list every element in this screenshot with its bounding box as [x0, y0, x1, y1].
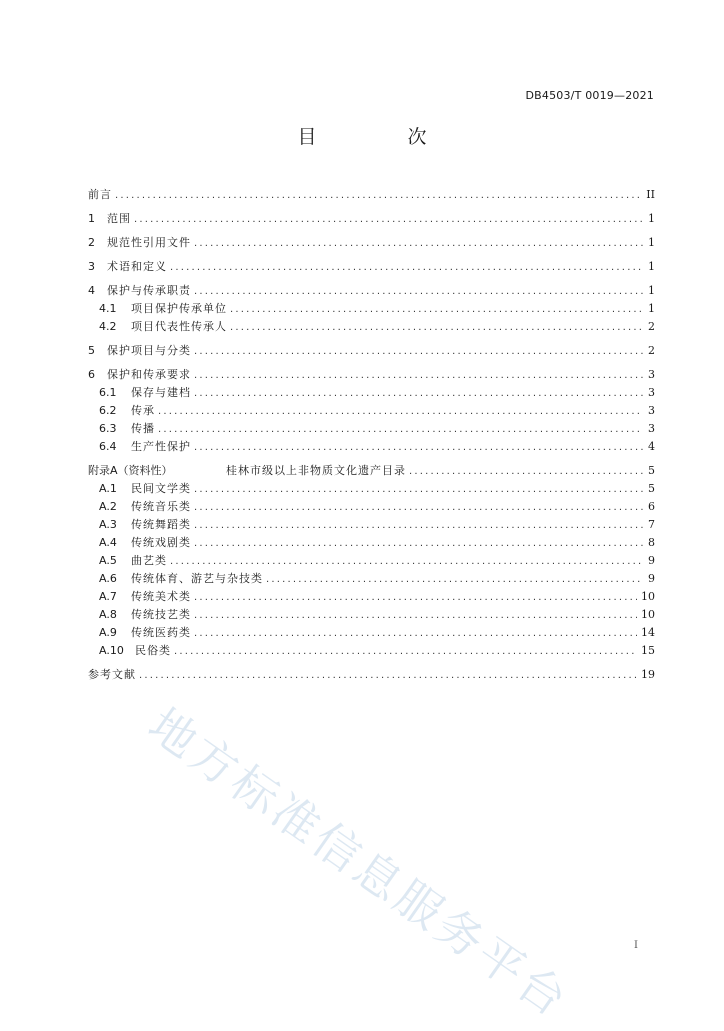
- toc-entry[interactable]: [88, 570, 655, 588]
- toc-entry-label: 传统音乐类: [131, 500, 191, 513]
- toc-entry-page: 7: [648, 518, 655, 531]
- toc-entry-page: 8: [648, 536, 655, 549]
- toc-entry-label: 保护和传承要求: [107, 368, 191, 381]
- toc-entry-page: II: [646, 188, 655, 201]
- toc-entry[interactable]: [88, 480, 655, 498]
- toc-leader-dots: [230, 319, 643, 337]
- toc-entry[interactable]: [88, 318, 655, 336]
- toc-entry[interactable]: [88, 666, 655, 684]
- toc-leader-dots: [194, 607, 637, 625]
- toc-leader-dots: [266, 571, 643, 589]
- toc-leader-dots: [194, 535, 643, 553]
- toc-entry-page: 10: [641, 590, 655, 603]
- toc-entry[interactable]: [88, 516, 655, 534]
- toc-entry-label: 保护项目与分类: [107, 344, 191, 357]
- toc-entry-page: 5: [648, 464, 655, 477]
- toc-entry-page: 9: [648, 554, 655, 567]
- toc-entry[interactable]: [88, 210, 655, 228]
- toc-entry[interactable]: [88, 438, 655, 456]
- toc-leader-dots: [194, 235, 643, 253]
- toc-entry-label: 传统戏剧类: [131, 536, 191, 549]
- toc-entry[interactable]: [88, 300, 655, 318]
- toc-leader-dots: [194, 517, 643, 535]
- toc-entry-page: 3: [648, 368, 655, 381]
- toc-entry-page: 1: [648, 302, 655, 315]
- toc-entry-page: 5: [648, 482, 655, 495]
- toc-entry-label: 传统技艺类: [131, 608, 191, 621]
- toc-leader-dots: [139, 667, 637, 685]
- toc-entry-label: 曲艺类: [131, 554, 167, 567]
- toc-entry[interactable]: [88, 642, 655, 660]
- toc-entry-label: 民间文学类: [131, 482, 191, 495]
- toc-entry-number: A.1: [99, 482, 117, 495]
- toc-entry-label: 传承: [131, 404, 155, 417]
- toc-entry-page: 2: [648, 320, 655, 333]
- toc-entry-number: 4.2: [99, 320, 117, 333]
- toc-entry-label: 生产性保护: [131, 440, 191, 453]
- toc-entry-page: 10: [641, 608, 655, 621]
- toc-entry-label: 项目保护传承单位: [131, 302, 227, 315]
- toc-entry-number: A.2: [99, 500, 117, 513]
- toc-entry-number: A.10: [99, 644, 124, 657]
- toc-entry-page: 3: [648, 386, 655, 399]
- toc-entry-page: 1: [648, 212, 655, 225]
- toc-entry-label: 传统美术类: [131, 590, 191, 603]
- toc-entry-label: 规范性引用文件: [107, 236, 191, 249]
- toc-entry-label: 传统舞蹈类: [131, 518, 191, 531]
- toc-entry-number: 1: [88, 212, 95, 225]
- toc-leader-dots: [194, 499, 643, 517]
- toc-entry[interactable]: [88, 606, 655, 624]
- toc-entry-label: 传播: [131, 422, 155, 435]
- toc-entry-page: 14: [641, 626, 655, 639]
- toc-entry-page: 19: [641, 668, 655, 681]
- table-of-contents: [88, 186, 655, 684]
- watermark: 地方标准信息服务平台: [138, 697, 580, 1029]
- toc-entry[interactable]: [88, 462, 655, 480]
- toc-entry-page: 1: [648, 284, 655, 297]
- toc-entry-page: 3: [648, 422, 655, 435]
- toc-entry-number: 6.3: [99, 422, 117, 435]
- toc-leader-dots: [194, 385, 643, 403]
- toc-leader-dots: [170, 553, 643, 571]
- toc-entry-number: 4.1: [99, 302, 117, 315]
- toc-leader-dots: [409, 463, 643, 481]
- toc-leader-dots: [158, 403, 643, 421]
- toc-entry-number: 3: [88, 260, 95, 273]
- toc-leader-dots: [158, 421, 643, 439]
- toc-entry-label: 范围: [107, 212, 131, 225]
- toc-entry-page: 15: [641, 644, 655, 657]
- toc-entry-label: 保护与传承职责: [107, 284, 191, 297]
- toc-entry-number: 6: [88, 368, 95, 381]
- toc-leader-dots: [194, 367, 643, 385]
- toc-leader-dots: [170, 259, 643, 277]
- page-number: I: [634, 940, 638, 951]
- toc-entry-number: A.9: [99, 626, 117, 639]
- toc-entry[interactable]: [88, 402, 655, 420]
- toc-entry-label: 民俗类: [135, 644, 171, 657]
- toc-entry[interactable]: [88, 498, 655, 516]
- toc-entry-number: A.4: [99, 536, 117, 549]
- toc-entry-number: A.5: [99, 554, 117, 567]
- toc-entry[interactable]: [88, 420, 655, 438]
- toc-entry-label: 桂林市级以上非物质文化遗产目录: [226, 464, 406, 477]
- toc-leader-dots: [194, 283, 643, 301]
- toc-entry[interactable]: [88, 234, 655, 252]
- toc-leader-dots: [194, 343, 643, 361]
- toc-entry[interactable]: [88, 384, 655, 402]
- toc-leader-dots: [194, 589, 637, 607]
- toc-entry-page: 1: [648, 260, 655, 273]
- toc-entry-label: 保存与建档: [131, 386, 191, 399]
- toc-entry[interactable]: [88, 342, 655, 360]
- toc-entry-number: 5: [88, 344, 95, 357]
- toc-leader-dots: [230, 301, 643, 319]
- toc-entry-label: 传统医药类: [131, 626, 191, 639]
- toc-entry-label: 前言: [88, 188, 112, 201]
- toc-entry-page: 6: [648, 500, 655, 513]
- toc-entry-number: A.3: [99, 518, 117, 531]
- toc-entry-label: 项目代表性传承人: [131, 320, 227, 333]
- toc-entry-number: 6.1: [99, 386, 117, 399]
- toc-leader-dots: [115, 187, 642, 205]
- toc-entry[interactable]: [88, 588, 655, 606]
- toc-entry-page: 2: [648, 344, 655, 357]
- toc-entry[interactable]: [88, 366, 655, 384]
- toc-entry-number: A.6: [99, 572, 117, 585]
- toc-entry[interactable]: [88, 552, 655, 570]
- standard-code: DB4503/T 0019—2021: [525, 89, 654, 102]
- toc-entry-label: 参考文献: [88, 668, 136, 681]
- toc-entry[interactable]: [88, 282, 655, 300]
- toc-entry-page: 4: [648, 440, 655, 453]
- toc-entry-label: 术语和定义: [107, 260, 167, 273]
- toc-leader-dots: [194, 481, 643, 499]
- toc-entry-number: 6.2: [99, 404, 117, 417]
- toc-entry[interactable]: [88, 624, 655, 642]
- toc-entry[interactable]: [88, 534, 655, 552]
- toc-entry-page: 9: [648, 572, 655, 585]
- toc-leader-dots: [134, 211, 643, 229]
- toc-entry-number: A.8: [99, 608, 117, 621]
- toc-entry[interactable]: [88, 186, 655, 204]
- toc-entry-number: 6.4: [99, 440, 117, 453]
- toc-leader-dots: [174, 643, 637, 661]
- toc-entry-number: 2: [88, 236, 95, 249]
- toc-entry-page: 3: [648, 404, 655, 417]
- toc-entry-number: 附录A（资料性）: [88, 464, 173, 477]
- toc-entry-label: 传统体育、游艺与杂技类: [131, 572, 263, 585]
- toc-entry-number: 4: [88, 284, 95, 297]
- page-title: 目 次: [297, 126, 463, 148]
- toc-leader-dots: [194, 439, 643, 457]
- toc-entry-number: A.7: [99, 590, 117, 603]
- toc-leader-dots: [194, 625, 637, 643]
- toc-entry-page: 1: [648, 236, 655, 249]
- toc-entry[interactable]: [88, 258, 655, 276]
